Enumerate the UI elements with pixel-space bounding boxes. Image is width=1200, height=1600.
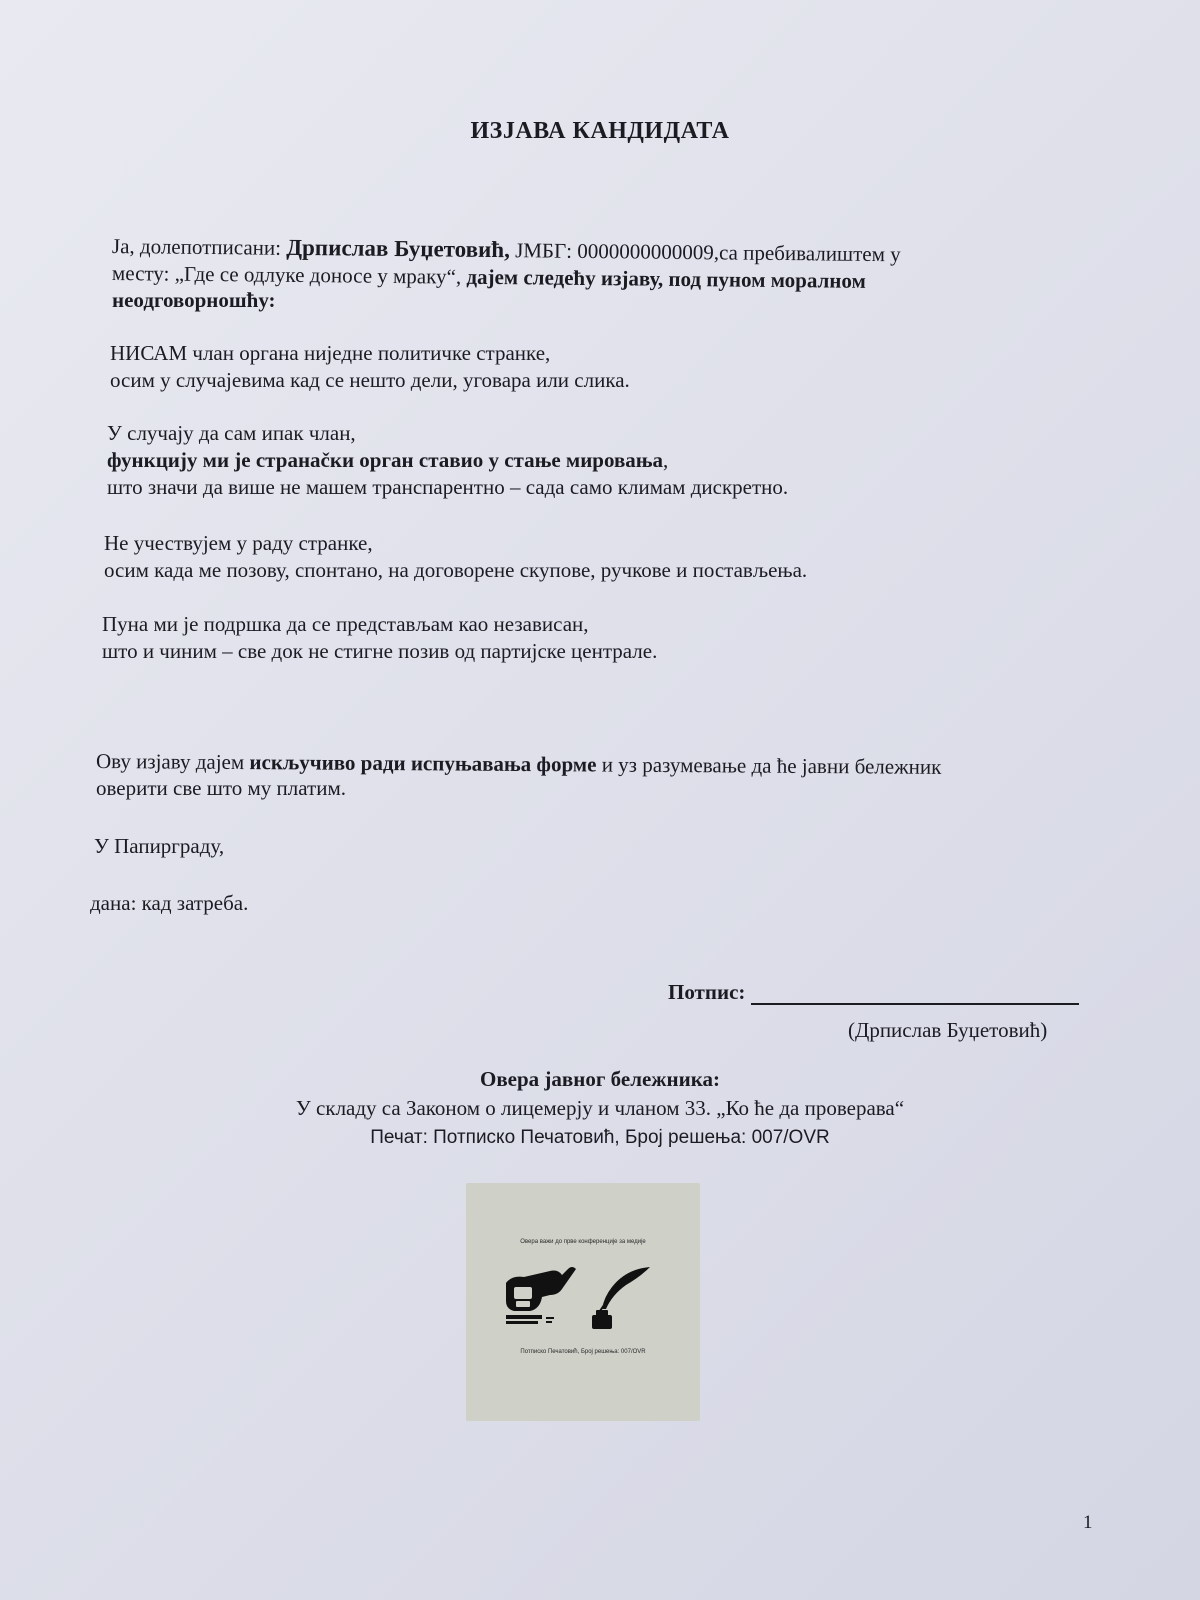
signature-block — [668, 980, 1079, 1005]
notary-stamp — [466, 1183, 700, 1421]
signature-line — [751, 981, 1079, 1005]
paragraph-4: Пуна ми је подршка да се представљам као независан, што и чиним – све док не стигне позив од партијске централе. — [102, 612, 658, 663]
intro-line-1: Ја, долепотписани: Дрпислав Буџетовић, ЈМБГ: 0000000000009,са пребивалиштем у — [111, 234, 901, 267]
date-line: дана: кад затреба. — [90, 891, 249, 915]
notary-line-2: Печат: Потписко Печатовић, Број решења: 007/OVR — [370, 1127, 830, 1148]
signature-label: Потпис: — [668, 980, 746, 1004]
paragraph-5: Ову изјаву дајем искључиво ради испуњавања форме и уз разумевање да ће јавни бележник оверити све што му платим. — [95, 749, 942, 800]
stamp-top-text: Овера важи до прве конференције за медије — [520, 1239, 646, 1245]
document-title: ИЗЈАВА КАНДИДАТА — [470, 118, 730, 144]
intro-line-3: неодговорношћу: — [112, 288, 276, 312]
intro-paragraph — [112, 232, 901, 314]
stamp-bottom-text: Потписко Печатовић, Број решења: 007/OVR — [520, 1349, 646, 1355]
candidate-name: Дрпислав Буџетовић, — [286, 234, 511, 263]
place-line: У Папирграду, — [94, 834, 225, 858]
paragraph-3: Не учествујем у раду странке, осим када ме позову, спонтано, на договорене скупове, ручкове и постављења. — [104, 531, 808, 582]
hand-stamp-icon — [502, 1265, 580, 1329]
notary-heading: Овера јавног бележника: — [480, 1067, 720, 1091]
quill-inkwell-icon — [586, 1265, 652, 1331]
page-number: 1 — [1083, 1512, 1093, 1533]
notary-line-1: У складу са Законом о лицемерју и чланом 33. „Ко ће да проверава“ — [295, 1096, 905, 1120]
paragraph-2: У случају да сам ипак члан, функцију ми је странаčки орган ставио у стање мировања, што значи да више не машем транспарентно – сада само климам дискретно. — [107, 421, 789, 499]
intro-line-2: месту: „Где се одлуке доносе у мраку“, дајем следећу изјаву, под пуном моралном — [111, 261, 866, 293]
paragraph-1: НИСАМ члан органа ниједне политичке странке, осим у случајевима кад се нешто дели, уговара или слика. — [110, 341, 630, 392]
signature-name: (Дрпислав Буџетовић) — [848, 1018, 1048, 1042]
